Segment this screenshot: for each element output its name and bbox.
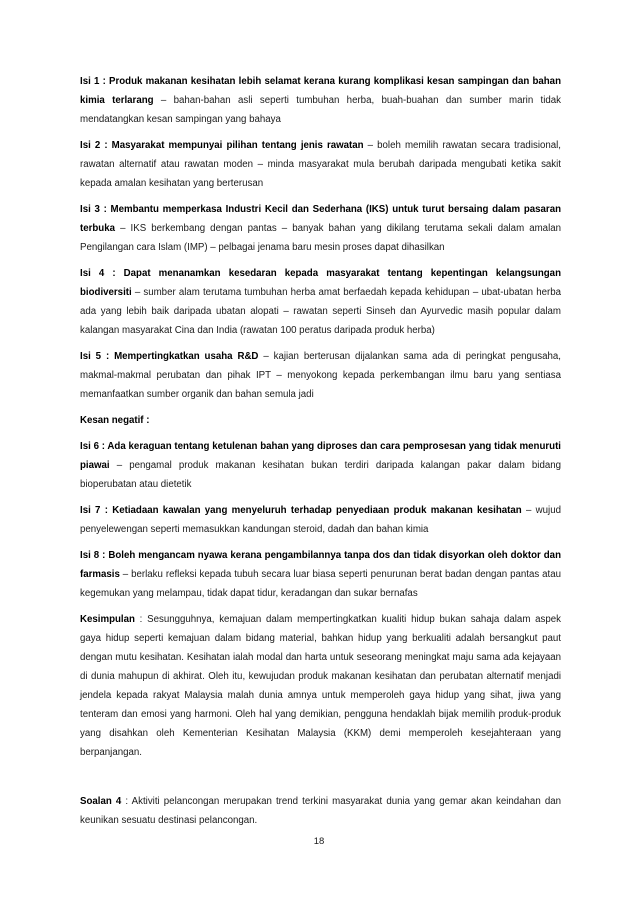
point-2-heading: Isi 2 : Masyarakat mempunyai pilihan tentang jenis rawatan	[80, 140, 364, 151]
conclusion	[80, 610, 561, 762]
point-5-heading: Isi 5 : Mempertingkatkan usaha R&D	[80, 351, 259, 362]
question-4	[80, 792, 561, 830]
point-1-heading: Isi 1 : Produk makanan kesihatan lebih selamat kerana kurang komplikasi kesan sampingan dan bahan kimia terlarang	[80, 76, 561, 106]
point-4-heading: Isi 4 : Dapat menanamkan kesedaran kepada masyarakat tentang kepentingan kelangsungan biodiversiti	[80, 268, 561, 298]
point-8-heading: Isi 8 : Boleh mengancam nyawa kerana pengambilannya tanpa dos dan tidak disyorkan oleh doktor dan farmasis	[80, 550, 561, 580]
point-3-text: – IKS berkembang dengan pantas – banyak bahan yang dikilang terutama sekali dalam amalan Pengilangan cara Islam (IMP) – pelbagai jenama baru mesin proses dapat dihasilkan	[80, 223, 561, 253]
point-7-text: – wujud penyelewengan seperti memasukkan kandungan steroid, dadah dan bahan kimia	[80, 505, 561, 535]
page-number: 18	[313, 836, 325, 847]
point-3-heading: Isi 3 : Membantu memperkasa Industri Kecil dan Sederhana (IKS) untuk turut bersaing dalam pasaran terbuka	[80, 204, 561, 234]
point-5	[80, 347, 561, 404]
point-1	[80, 72, 561, 129]
point-6-text: – pengamal produk makanan kesihatan bukan terdiri daripada kalangan pakar dalam bidang bioperubatan atau dietetik	[80, 460, 561, 490]
document-body	[80, 72, 561, 837]
point-8	[80, 546, 561, 603]
point-4	[80, 264, 561, 340]
point-8-text: – berlaku refleksi kepada tubuh secara luar biasa seperti penurunan berat badan dengan pantas atau kegemukan yang melampau, tidak dapat tidur, keradangan dan sukar bernafas	[80, 569, 561, 599]
point-7-heading: Isi 7 : Ketiadaan kawalan yang menyeluruh terhadap penyediaan produk makanan kesihatan	[80, 505, 522, 516]
point-5-text: – kajian berterusan dijalankan sama ada di peringkat pengusaha, makmal-makmal perubatan dan pihak IPT – menyokong kepada perkembangan ilmu baru yang sentiasa memanfaatkan sumber organik dan bahan semula jadi	[80, 351, 562, 400]
point-6	[80, 437, 561, 494]
point-6-heading: Isi 6 : Ada keraguan tentang ketulenan bahan yang diproses dan cara pemprosesan yang tidak menuruti piawai	[80, 441, 561, 471]
point-7	[80, 501, 561, 539]
conclusion-heading: Kesimpulan	[80, 614, 135, 625]
question-4-text: : Aktiviti pelancongan merupakan trend terkini masyarakat dunia yang gemar akan keindahan dan keunikan sesuatu destinasi pelancongan.	[80, 796, 561, 826]
point-4-text: – sumber alam terutama tumbuhan herba amat berfaedah kepada kehidupan – ubat-ubatan herba ada yang lebih baik daripada ubatan alopati – rawatan seperti Sinseh dan Ayurvedic masih popular dalam kalangan masyarakat Cina dan India (rawatan 100 peratus daripada produk herba)	[80, 287, 561, 336]
point-2-text: – boleh memilih rawatan secara tradisional, rawatan alternatif atau rawatan moden – minda masyarakat mula berubah daripada mengubati ketika sakit kepada amalan kesihatan yang berterusan	[80, 140, 561, 189]
negative-effects-heading: Kesan negatif :	[80, 415, 150, 426]
question-4-heading: Soalan 4	[80, 796, 122, 807]
point-3	[80, 200, 561, 257]
conclusion-text: : Sesungguhnya, kemajuan dalam mempertingkatkan kualiti hidup bukan sahaja dalam aspek gaya hidup seperti kemajuan dalam bidang material, bahkan hidup yang berkualiti adalah bersangkut paut dengan mutu kesihatan. Kesihatan ialah modal dan harta untuk seseorang meningkat maju sama ada kejayaan di dunia mahupun di akhirat. Oleh itu, kewujudan produk makanan kesihatan dan perubatan alternatif menjadi jendela kepada rakyat Malaysia malah dunia amnya untuk memperoleh gaya hidup yang sihat, jiwa yang tenteram dan emosi yang harmoni. Oleh hal yang demikian, pengguna hendaklah bijak memilih produk-produk yang disahkan oleh Kementerian Kesihatan Malaysia (KKM) demi memperoleh kesejahteraan yang berpanjangan.	[80, 614, 561, 758]
point-2	[80, 136, 561, 193]
point-1-text: – bahan-bahan asli seperti tumbuhan herba, buah-buahan dan sumber marin tidak mendatangkan kesan sampingan yang bahaya	[80, 95, 562, 125]
